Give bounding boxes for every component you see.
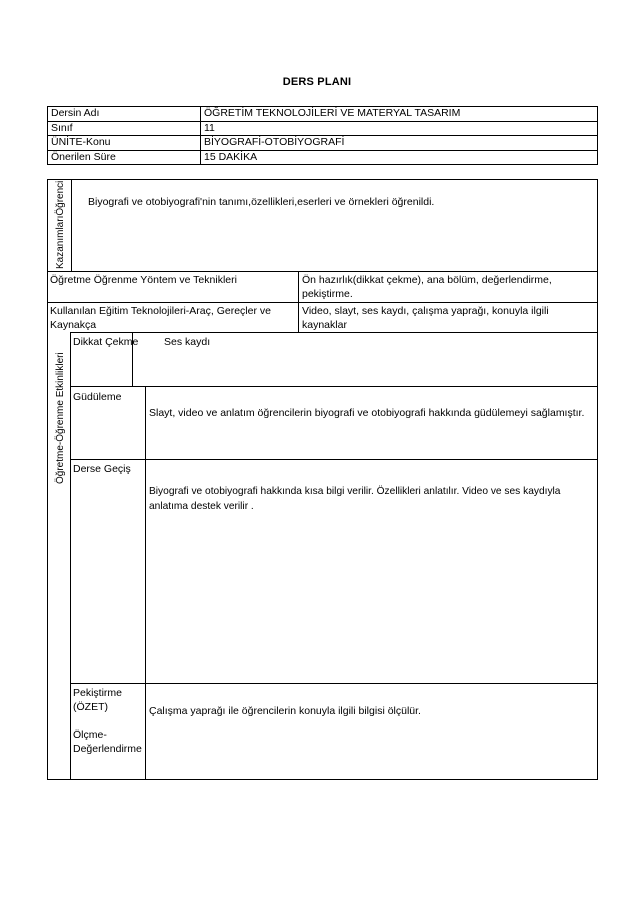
grade-value: 11: [201, 121, 598, 136]
course-name-label: Dersin Adı: [48, 107, 201, 122]
divider: [70, 459, 598, 460]
duration-label: Önerilen Süre: [48, 150, 201, 165]
activity-motivation-name: Güdüleme: [73, 391, 122, 403]
outcomes-text: Biyografi ve otobiyografi'nin tanımı,özellikleri,eserleri ve örnekleri öğrenildi.: [88, 196, 435, 208]
grade-label: Sınıf: [48, 121, 201, 136]
divider: [70, 386, 598, 387]
methods-value: Ön hazırlık(dikkat çekme), ana bölüm, değerlendirme, pekiştirme.: [302, 274, 552, 300]
divider: [71, 179, 72, 272]
page-title: DERS PLANI: [282, 76, 352, 88]
activity-attention-text: Ses kaydı: [164, 336, 211, 348]
table-row: [48, 150, 598, 165]
summary-line: (ÖZET): [73, 701, 108, 713]
unit-topic-value: BİYOGRAFİ-OTOBİYOGRAFİ: [201, 136, 598, 151]
table-row: [48, 121, 598, 136]
divider: [70, 683, 598, 684]
divider: [47, 271, 598, 272]
summary-line: Değerlendirme: [73, 743, 142, 755]
activity-summary-text: Çalışma yaprağı ile öğrencilerin konuyla ilgili bilgisi ölçülür.: [149, 705, 421, 717]
divider: [70, 332, 71, 780]
summary-line: [73, 714, 143, 728]
divider: [145, 386, 146, 780]
materials-value: Video, slayt, ses kaydı, çalışma yaprağı, konuyla ilgili kaynaklar: [302, 305, 549, 331]
outcomes-label: KazanımlarıÖğrenci: [55, 180, 66, 269]
unit-topic-label: ÜNİTE-Konu: [48, 136, 201, 151]
course-name-value: ÖĞRETİM TEKNOLOJİLERİ VE MATERYAL TASARIM: [201, 107, 598, 122]
course-info-table: [47, 106, 598, 165]
duration-value: 15 DAKİKA: [201, 150, 598, 165]
activity-transition-text: Biyografi ve otobiyografi hakkında kısa bilgi verilir. Özellikleri anlatılır. Video ve ses kaydıyla anlatıma destek verilir .: [149, 486, 561, 512]
summary-line: Pekiştirme: [73, 687, 123, 699]
table-row: [48, 136, 598, 151]
activity-attention-name: Dikkat Çekme: [73, 336, 139, 348]
methods-label: Öğretme Öğrenme Yöntem ve Teknikleri: [50, 274, 237, 286]
table-row: [48, 107, 598, 122]
activity-transition-name: Derse Geçiş: [73, 463, 131, 475]
activity-summary-name: [73, 686, 143, 756]
activities-label: Öğretme-Öğrenme Etkinlikleri: [55, 352, 66, 484]
divider: [47, 302, 598, 303]
activity-motivation-text: Slayt, video ve anlatım öğrencilerin biyografi ve otobiyografi hakkında güdülemeyi sağlamıştır.: [149, 407, 585, 419]
summary-line: Ölçme-: [73, 729, 107, 741]
divider: [70, 332, 598, 333]
materials-label: Kullanılan Eğitim Teknolojileri-Araç, Gereçler ve Kaynakça: [50, 305, 271, 331]
